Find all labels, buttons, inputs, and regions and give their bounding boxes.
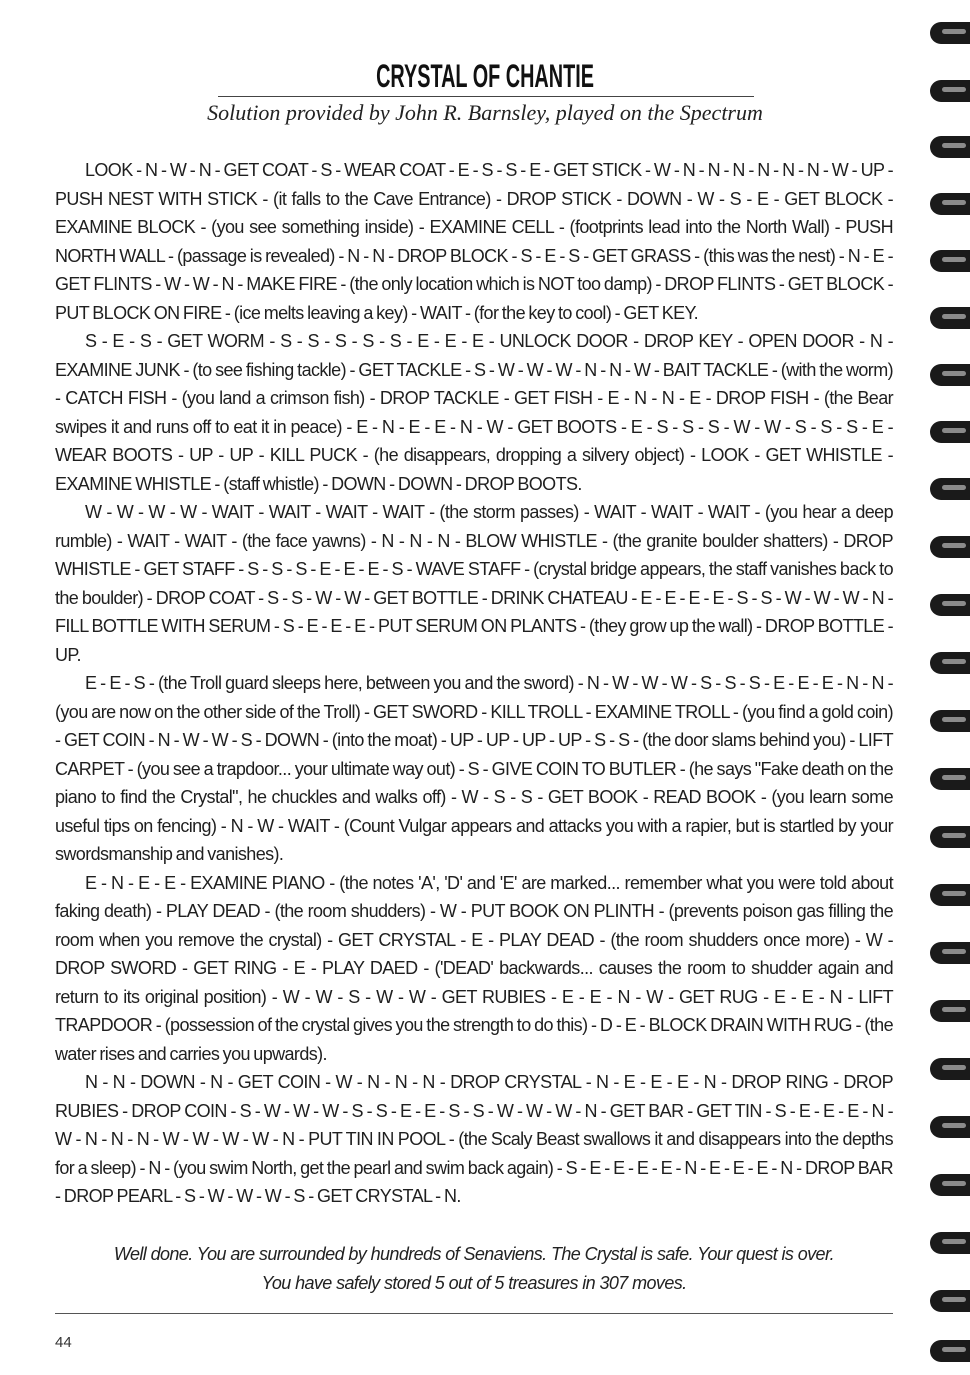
binding-ring [930, 1174, 970, 1196]
binding-ring [930, 1340, 970, 1362]
footer-divider [55, 1313, 893, 1314]
solution-paragraph-5: E - N - E - E - EXAMINE PIANO - (the notes 'A', 'D' and 'E' are marked... remember what you were told about faking death) - PLAY DEAD - (the room shudders) - W - PUT BOOK ON PLINTH - (prevents poison gas filling the room when you remove the crystal) - GET CRYSTAL - E - PLAY DEAD - (the room shudders once more) - W - DROP SWORD - GET RING - E - PLAY DAED - ('DEAD' backwards... causes the room to shudder again and return to its original position) - W - W - S - W - W - GET RUBIES - E - E - N - W - GET RUG - E - E - N - LIFT TRAPDOOR - (possession of the crystal gives you the strength to do this) - D - E - BLOCK DRAIN WITH RUG - (the water rises and carries you upwards). [55, 872, 893, 1064]
page-title: CRYSTAL OF CHANTIE [376, 58, 594, 94]
spiral-binding [922, 0, 970, 1375]
binding-ring [930, 250, 970, 272]
binding-ring [930, 364, 970, 386]
binding-ring [930, 421, 970, 443]
binding-ring [930, 1000, 970, 1022]
solution-paragraph-4: E - E - S - (the Troll guard sleeps here, between you and the sword) - N - W - W - W - S - S - S - E - E - E - N - N - (you are now on the other side of the Troll) - GET SWORD - KILL TROLL - EXAMINE TROLL - (you find a gold coin) - GET COIN - N - W - W - S - DOWN - (into the moat) - UP - UP - UP - UP - S - S - (the door slams behind you) - LIFT CARPET - (you see a trapdoor... your ultimate way out) - S - GIVE COIN TO BUTLER - (he says "Fake death on the piano to find the Crystal", he chuckles and walks off) - W - S - S - GET BOOK - READ BOOK - (you learn some useful tips on fencing) - N - W - WAIT - (Count Vulgar appears and attacks you with a rapier, but is startled by your swordsmanship and vanishes). [55, 673, 893, 864]
binding-ring [930, 884, 970, 906]
ending-line-2: You have safely stored 5 out of 5 treasures in 307 moves. [261, 1273, 687, 1293]
title-underline [218, 96, 754, 97]
binding-ring [930, 536, 970, 558]
ending-line-1: Well done. You are surrounded by hundreds of Senaviens. The Crystal is safe. Your quest is over. [113, 1244, 835, 1264]
binding-ring [930, 193, 970, 215]
binding-ring [930, 478, 970, 500]
binding-ring [930, 710, 970, 732]
binding-ring [930, 1232, 970, 1254]
solution-text [55, 156, 893, 1211]
binding-ring [930, 594, 970, 616]
binding-ring [930, 80, 970, 102]
solution-paragraph-2: S - E - S - GET WORM - S - S - S - S - S - E - E - E - UNLOCK DOOR - DROP KEY - OPEN DOOR - N - EXAMINE JUNK - (to see fishing tackle) - GET TACKLE - S - W - W - W - N - N - W - BAIT TACKLE - (with the worm) - CATCH FISH - (you land a crimson fish) - DROP TACKLE - GET FISH - E - N - N - E - DROP FISH - (the Bear swipes it and runs off to eat it in peace) - E - N - E - E - N - W - GET BOOTS - E - S - S - S - W - W - S - S - S - E - WEAR BOOTS - UP - UP - KILL PUCK - (he disappears, dropping a silvery object) - LOOK - GET WHISTLE - EXAMINE WHISTLE - (staff whistle) - DOWN - DOWN - DROP BOOTS. [55, 331, 893, 494]
binding-ring [930, 652, 970, 674]
solution-paragraph-1: LOOK - N - W - N - GET COAT - S - WEAR COAT - E - S - S - E - GET STICK - W - N - N - N - N - N - N - W - UP - PUSH NEST WITH STICK - (it falls to the Cave Entrance) - DROP STICK - DOWN - W - S - E - GET BLOCK - EXAMINE BLOCK - (you see something inside) - EXAMINE CELL - (footprints lead into the North Wall) - PUSH NORTH WALL - (passage is revealed) - N - N - DROP BLOCK - S - E - S - GET GRASS - (this was the nest) - N - E - GET FLINTS - W - W - N - MAKE FIRE - (the only location which is NOT too damp) - DROP FLINTS - GET BLOCK - PUT BLOCK ON FIRE - (ice melts leaving a key) - WAIT - (for the key to cool) - GET KEY. [55, 160, 893, 323]
binding-ring [930, 1116, 970, 1138]
binding-ring [930, 136, 970, 158]
ending-message [55, 1240, 893, 1298]
binding-ring [930, 942, 970, 964]
solution-paragraph-6: N - N - DOWN - N - GET COIN - W - N - N - N - DROP CRYSTAL - N - E - E - E - N - DROP RING - DROP RUBIES - DROP COIN - S - W - W - W - S - S - E - E - S - S - W - W - W - N - GET BAR - GET TIN - S - E - E - E - N - W - N - N - N - W - W - W - W - N - PUT TIN IN POOL - (the Scaly Beast swallows it and disappears into the depths for a sleep) - N - (you swim North, get the pearl and swim back again) - S - E - E - E - E - N - E - E - E - N - DROP BAR - DROP PEARL - S - W - W - W - S - GET CRYSTAL - N. [55, 1072, 893, 1206]
binding-ring [930, 768, 970, 790]
binding-ring [930, 22, 970, 44]
binding-ring [930, 1058, 970, 1080]
page-subtitle: Solution provided by John R. Barnsley, played on the Spectrum [207, 100, 763, 125]
page-number: 44 [55, 1334, 72, 1351]
solution-paragraph-3: W - W - W - W - WAIT - WAIT - WAIT - WAIT - (the storm passes) - WAIT - WAIT - WAIT - (you hear a deep rumble) - WAIT - WAIT - (the face yawns) - N - N - N - BLOW WHISTLE - (the granite boulder shatters) - DROP WHISTLE - GET STAFF - S - S - S - E - E - E - S - WAVE STAFF - (crystal bridge appears, the staff vanishes back to the boulder) - DROP COAT - S - S - W - W - GET BOTTLE - DRINK CHATEAU - E - E - E - E - S - S - W - W - W - N - FILL BOTTLE WITH SERUM - S - E - E - E - PUT SERUM ON PLANTS - (they grow up the wall) - DROP BOTTLE - UP. [55, 502, 893, 665]
binding-ring [930, 826, 970, 848]
binding-ring [930, 1290, 970, 1312]
binding-ring [930, 307, 970, 329]
